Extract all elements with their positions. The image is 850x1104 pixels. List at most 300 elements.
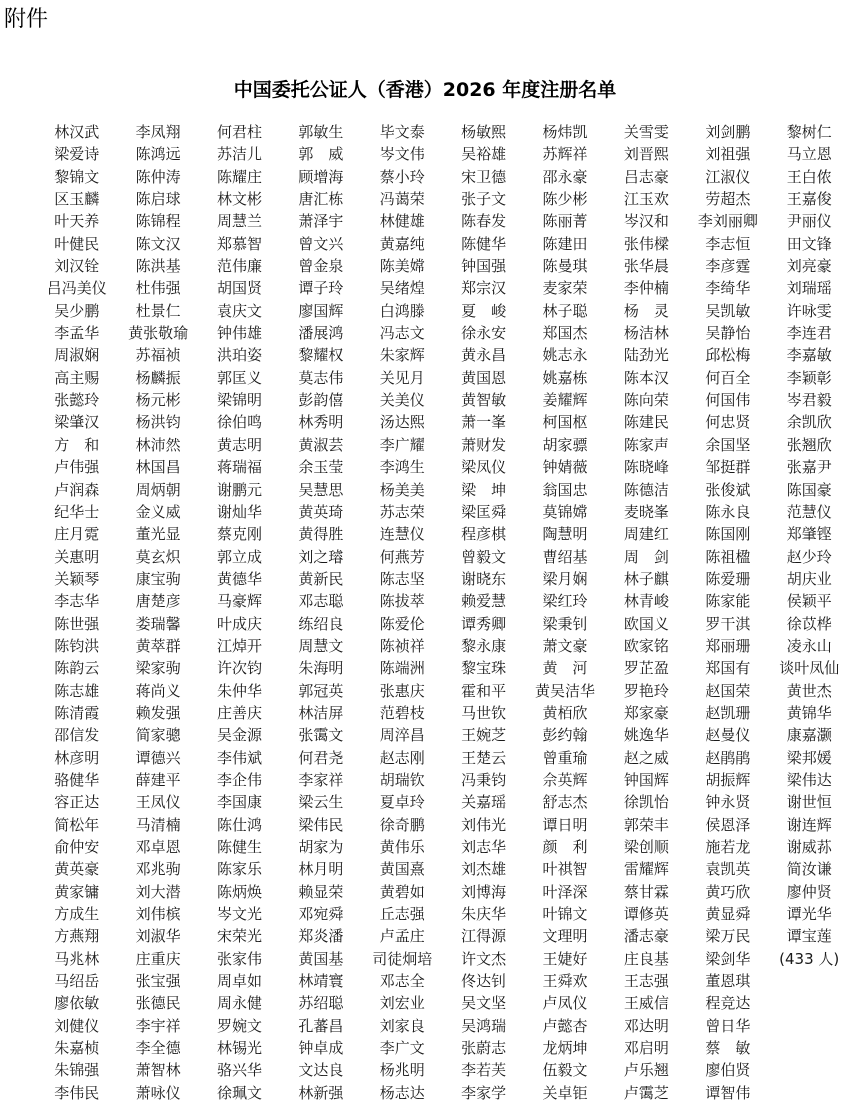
name-entry: 黄巧欣 — [705, 882, 751, 901]
name-entry: 陈仲涛 — [135, 167, 181, 186]
name-entry: 江焯开 — [216, 636, 262, 655]
name-entry: 杨麟振 — [135, 368, 181, 387]
name-entry: 康嘉灏 — [786, 726, 832, 745]
name-entry: 杜景仁 — [135, 301, 181, 320]
name-entry: 张惠庆 — [379, 681, 425, 700]
name-entry: 雷耀辉 — [623, 860, 669, 879]
name-entry: 谭修英 — [623, 905, 669, 924]
name-entry: 董恩琪 — [705, 972, 751, 991]
name-list-grid — [36, 121, 850, 1104]
name-entry: 范碧枝 — [379, 703, 425, 722]
name-entry: 胡振辉 — [705, 770, 751, 789]
name-entry: 朱仲华 — [216, 681, 262, 700]
name-entry: 黄嘉纯 — [379, 234, 425, 253]
name-entry: 钟国强 — [461, 257, 507, 276]
name-entry: 廖依敏 — [54, 994, 100, 1013]
name-entry: 陈美嫦 — [379, 257, 425, 276]
page-title: 中国委托公证人（香港）2026 年度注册名单 — [233, 79, 617, 101]
name-entry: 翁国忠 — [542, 480, 588, 499]
name-entry: 郭敏生 — [298, 123, 344, 141]
name-entry: 江得源 — [461, 927, 507, 946]
name-entry: 萧智林 — [135, 1061, 181, 1080]
name-entry: 舒志杰 — [542, 793, 588, 812]
name-entry: 曾重瑜 — [542, 748, 588, 767]
name-entry: 黄萃群 — [135, 636, 181, 655]
name-entry: 黄得胜 — [298, 525, 344, 544]
name-entry: 钟国辉 — [623, 770, 669, 789]
name-entry: 董光显 — [135, 525, 181, 544]
name-entry: 尹丽仪 — [786, 212, 832, 231]
name-entry: 邵永豪 — [542, 167, 588, 186]
name-entry: 王舜欢 — [542, 972, 588, 991]
name-entry: 钟永贤 — [705, 793, 751, 812]
name-entry: 谢灿华 — [216, 502, 262, 521]
name-entry: 梁锦明 — [216, 391, 262, 410]
name-entry: 夏 峻 — [461, 301, 507, 320]
name-entry: 佘英辉 — [542, 770, 588, 789]
name-entry: 简家骢 — [135, 726, 181, 745]
name-entry: 刘健仪 — [54, 1016, 100, 1035]
name-entry: 吴绪煌 — [379, 279, 425, 298]
name-entry: 张德民 — [135, 994, 181, 1013]
name-entry: 毕文泰 — [379, 123, 425, 141]
name-entry: 陈端洲 — [379, 659, 425, 678]
name-entry: 郑炎潘 — [298, 927, 344, 946]
name-entry: 彭韵僖 — [298, 391, 344, 410]
name-entry: 陈国刚 — [705, 525, 751, 544]
name-entry: 梁月娴 — [542, 569, 588, 588]
name-entry: 徐凯怡 — [623, 793, 669, 812]
name-entry: 叶泽深 — [542, 882, 588, 901]
name-entry: 周淑娴 — [54, 346, 100, 365]
name-entry: 梁伟民 — [298, 815, 344, 834]
name-entry: 卢凤仪 — [542, 994, 588, 1013]
name-entry: 黄栢欣 — [542, 703, 588, 722]
name-entry: 刘瑞瑶 — [786, 279, 832, 298]
name-entry: 郑家豪 — [623, 703, 669, 722]
name-entry: 范慧仪 — [786, 502, 832, 521]
name-entry: 何君尧 — [298, 748, 344, 767]
name-entry: 曾毅文 — [461, 547, 507, 566]
name-entry: 张子文 — [461, 190, 507, 209]
name-entry: 吴金源 — [216, 726, 262, 745]
name-entry: 李志恒 — [705, 234, 751, 253]
name-entry: 梁肇汉 — [54, 413, 100, 432]
name-entry: 陈向荣 — [623, 391, 669, 410]
name-entry: 文达良 — [298, 1061, 344, 1080]
name-entry: 李国康 — [216, 793, 262, 812]
name-entry: 徐永安 — [461, 324, 507, 343]
name-entry: 王白侬 — [786, 167, 832, 186]
name-entry: 张霭文 — [298, 726, 344, 745]
name-entry: 李刘丽卿 — [697, 212, 758, 231]
name-entry: 颜 利 — [542, 838, 588, 856]
name-entry: 陈晓峰 — [623, 458, 669, 477]
name-entry: 赵曼仪 — [705, 726, 751, 745]
name-entry: 杨志达 — [379, 1083, 425, 1102]
name-entry: 何燕芳 — [379, 547, 425, 566]
name-entry: 谢威荪 — [786, 838, 832, 856]
name-entry: 陈钧洪 — [54, 636, 100, 655]
name-entry: 姚嘉栋 — [542, 368, 588, 387]
name-entry: 邓志聪 — [298, 592, 344, 611]
name-entry: 陈文汉 — [135, 234, 181, 253]
name-entry: 周淬昌 — [379, 726, 425, 745]
name-entry: 黎锦文 — [54, 167, 100, 186]
name-entry: 吴少鹏 — [54, 301, 100, 320]
name-entry: 张翘欣 — [786, 435, 832, 454]
name-entry: 陈少彬 — [542, 190, 588, 209]
name-entry: 范伟廉 — [216, 257, 262, 276]
name-entry: 赵志刚 — [379, 748, 425, 767]
name-entry: 欧家铭 — [623, 636, 669, 655]
name-entry: 陈炳焕 — [216, 882, 262, 901]
name-entry: 何国伟 — [705, 391, 751, 410]
name-entry: 冯秉钧 — [461, 770, 507, 789]
name-entry: 骆健华 — [54, 770, 100, 789]
name-entry: 宋卫德 — [461, 167, 507, 186]
name-entry: 简松年 — [54, 815, 100, 834]
name-entry: 方成生 — [54, 905, 100, 924]
name-entry: 张蔚志 — [461, 1039, 507, 1058]
name-entry: 梁红玲 — [542, 592, 588, 611]
name-entry: 张家伟 — [216, 949, 262, 968]
name-entry: 钟婧薇 — [542, 458, 588, 477]
name-entry: 蔡 敏 — [705, 1039, 751, 1058]
name-entry: 陈祖楹 — [705, 547, 751, 566]
name-entry: 顾增海 — [298, 167, 344, 186]
name-entry: 黄碧如 — [379, 882, 425, 901]
name-entry: 黄 河 — [542, 659, 588, 678]
name-entry: 卢霭芝 — [623, 1083, 669, 1102]
name-entry: 胡家骠 — [542, 435, 588, 454]
name-entry: 马立恩 — [786, 145, 832, 164]
name-entry: 廖伯贤 — [705, 1061, 751, 1080]
name-entry: 杜伟强 — [135, 279, 181, 298]
name-entry: 黄国基 — [298, 949, 344, 968]
name-entry: 庄善庆 — [216, 703, 262, 722]
name-entry: 康宝驹 — [135, 569, 181, 588]
name-entry: 霍和平 — [461, 681, 507, 700]
name-entry: 许文杰 — [461, 949, 507, 968]
name-entry: 林锡光 — [216, 1039, 262, 1058]
name-entry: 欧国义 — [623, 614, 669, 633]
name-entry: 周慧兰 — [216, 212, 262, 231]
name-entry: 关见月 — [379, 368, 425, 387]
name-entry: 杨元彬 — [135, 391, 181, 410]
name-entry: 陈建民 — [623, 413, 669, 432]
name-entry: 周 剑 — [623, 547, 669, 566]
name-entry: 李孟华 — [54, 324, 100, 343]
name-entry: 梁剑华 — [705, 949, 751, 968]
name-entry: 林月明 — [298, 860, 344, 879]
name-entry: 萧一峯 — [461, 413, 507, 432]
name-entry: 郭冠英 — [298, 681, 344, 700]
name-entry: 余凯欣 — [786, 413, 832, 432]
name-entry: 徐珮文 — [216, 1083, 262, 1102]
name-entry: 林子聪 — [542, 301, 588, 320]
name-entry: 谭秀卿 — [461, 614, 507, 633]
name-entry: 关美仪 — [379, 391, 425, 410]
name-entry: 蒋瑞福 — [216, 458, 262, 477]
name-entry: 黎耀权 — [298, 346, 344, 365]
name-entry: 刘亮豪 — [786, 257, 832, 276]
name-entry: 李家祥 — [298, 770, 344, 789]
name-entry: 黎宝珠 — [461, 659, 507, 678]
name-entry: 许咏雯 — [786, 301, 832, 320]
name-entry: 关惠明 — [54, 547, 100, 566]
name-entry: 徐苡桦 — [786, 614, 832, 633]
name-entry: 叶锦文 — [542, 905, 588, 924]
name-entry: 谭日明 — [542, 815, 588, 834]
name-entry: 关卓钜 — [542, 1083, 588, 1102]
name-entry: 李凤翔 — [135, 123, 181, 141]
name-entry: 赖显荣 — [298, 882, 344, 901]
name-entry: 谢连辉 — [786, 815, 832, 834]
name-entry: 简汝谦 — [786, 860, 832, 879]
name-entry: 杨洁林 — [623, 324, 669, 343]
name-entry: 林青峻 — [623, 592, 669, 611]
name-entry: 谢鹏元 — [216, 480, 262, 499]
name-entry: 朱锦强 — [54, 1061, 100, 1080]
name-entry: 汤达熙 — [379, 413, 425, 432]
name-entry: 黄淑芸 — [298, 435, 344, 454]
name-entry: 陈家能 — [705, 592, 751, 611]
name-entry: 梁爱诗 — [54, 145, 100, 164]
name-entry: 刘杰雄 — [461, 860, 507, 879]
name-entry: 梁匡舜 — [461, 502, 507, 521]
name-entry: 郭立成 — [216, 547, 262, 566]
name-entry: 李广文 — [379, 1039, 425, 1058]
name-entry: 司徒炯培 — [372, 949, 433, 968]
name-entry: 白鸿滕 — [379, 301, 425, 320]
name-entry: 郑慕智 — [216, 234, 262, 253]
name-entry: 谢晓东 — [461, 569, 507, 588]
name-entry: 连慧仪 — [379, 525, 425, 544]
name-entry: 王楚云 — [461, 748, 507, 767]
name-entry: 陈仕鸿 — [216, 815, 262, 834]
name-entry: 邓达明 — [623, 1016, 669, 1035]
name-entry: 郑肇铿 — [786, 525, 832, 544]
name-entry: 刘伟光 — [461, 815, 507, 834]
name-entry: 杨洪钧 — [135, 413, 181, 432]
name-entry: 姚志永 — [542, 346, 588, 365]
name-entry: 唐楚彦 — [135, 592, 181, 611]
name-entry: 陈家乐 — [216, 860, 262, 879]
name-entry: 陈洪基 — [135, 257, 181, 276]
name-entry: 苏福祯 — [135, 346, 181, 365]
name-entry: 吴文坚 — [461, 994, 507, 1013]
name-entry: 关颖琴 — [54, 569, 100, 588]
name-entry: 陆劲光 — [623, 346, 669, 365]
name-entry: 卢孟庄 — [379, 927, 425, 946]
name-entry: 陈志雄 — [54, 681, 100, 700]
name-entry: 陈春发 — [461, 212, 507, 231]
name-entry: 刘剑鹏 — [705, 123, 751, 141]
name-entry: 胡国贤 — [216, 279, 262, 298]
name-entry: 赵国荣 — [705, 681, 751, 700]
name-entry: 张懿玲 — [54, 391, 100, 410]
name-entry: 吴慧思 — [298, 480, 344, 499]
name-entry: 叶成庆 — [216, 614, 262, 633]
name-entry: 佟达钊 — [461, 972, 507, 991]
name-entry: 莫玄炽 — [135, 547, 181, 566]
name-entry: 胡瑞钦 — [379, 770, 425, 789]
name-entry: 吴静怡 — [705, 324, 751, 343]
name-entry: 李颖彰 — [786, 368, 832, 387]
name-entry: 赵之威 — [623, 748, 669, 767]
name-entry: 周炳朝 — [135, 480, 181, 499]
name-entry: 潘志豪 — [623, 927, 669, 946]
name-entry: 杨美美 — [379, 480, 425, 499]
name-entry: 程彦棋 — [461, 525, 507, 544]
name-entry: 俞仲安 — [54, 838, 100, 856]
name-entry: 李若芙 — [461, 1061, 507, 1080]
name-entry: 赵凯珊 — [705, 703, 751, 722]
name-entry: 张嘉尹 — [786, 458, 832, 477]
name-entry: 郭 威 — [298, 145, 344, 164]
name-entry: 方燕翔 — [54, 927, 100, 946]
name-entry: 黄智敏 — [461, 391, 507, 410]
name-entry: 赖发强 — [135, 703, 181, 722]
name-entry: 梁伟达 — [786, 770, 832, 789]
name-entry: 赵少玲 — [786, 547, 832, 566]
name-entry: 陈祯祥 — [379, 636, 425, 655]
name-entry: 袁庆文 — [216, 301, 262, 320]
name-entry: 孔蕃昌 — [298, 1016, 344, 1035]
empty-cell — [769, 970, 850, 992]
name-entry: 黄伟乐 — [379, 838, 425, 856]
name-entry: 何忠贤 — [705, 413, 751, 432]
name-entry: 陈启球 — [135, 190, 181, 209]
name-entry: 陈丽菁 — [542, 212, 588, 231]
name-entry: 纪华士 — [54, 502, 100, 521]
name-entry: 梁万民 — [705, 927, 751, 946]
name-entry: 张华晨 — [623, 257, 669, 276]
name-entry: 赖爱慧 — [461, 592, 507, 611]
name-entry: 陈爱珊 — [705, 569, 751, 588]
name-entry: 邓卓恩 — [135, 838, 181, 856]
name-entry: 侯恩泽 — [705, 815, 751, 834]
name-entry: 田文锋 — [786, 234, 832, 253]
name-entry: 邱松梅 — [705, 346, 751, 365]
name-entry: 程竞达 — [705, 994, 751, 1013]
name-entry: 刘祖强 — [705, 145, 751, 164]
name-entry: 庄重庆 — [135, 949, 181, 968]
name-entry: 钟伟雄 — [216, 324, 262, 343]
name-entry: 苏志荣 — [379, 502, 425, 521]
name-entry: 朱嘉桢 — [54, 1039, 100, 1058]
name-entry: 邵信发 — [54, 726, 100, 745]
name-entry: 彭约翰 — [542, 726, 588, 745]
name-entry: 刘宏业 — [379, 994, 425, 1013]
name-entry: 凌永山 — [786, 636, 832, 655]
name-entry: 陈世强 — [54, 614, 100, 633]
name-entry: 郭荣丰 — [623, 815, 669, 834]
name-entry: 刘淑华 — [135, 927, 181, 946]
name-entry: 郭匡义 — [216, 368, 262, 387]
name-entry: 刘博海 — [461, 882, 507, 901]
name-entry: 梁凤仪 — [461, 458, 507, 477]
name-entry: 周卓如 — [216, 972, 262, 991]
name-entry: 黄永昌 — [461, 346, 507, 365]
name-entry: 邓兆驹 — [135, 860, 181, 879]
name-entry: 陈健生 — [216, 838, 262, 856]
name-entry: 刘汉铨 — [54, 257, 100, 276]
name-entry: 李连君 — [786, 324, 832, 343]
name-entry: 黄国熹 — [379, 860, 425, 879]
name-entry: 吕冯美仪 — [46, 279, 107, 298]
name-entry: 陈韵云 — [54, 659, 100, 678]
name-entry: 黄英豪 — [54, 860, 100, 879]
name-entry: 侯颖平 — [786, 592, 832, 611]
name-entry: 娄瑞馨 — [135, 614, 181, 633]
name-entry: 蒋尚义 — [135, 681, 181, 700]
name-entry: 萧咏仪 — [135, 1083, 181, 1102]
name-entry: 周慧文 — [298, 636, 344, 655]
name-entry: 梁家驹 — [135, 659, 181, 678]
name-entry: 陈清霞 — [54, 703, 100, 722]
name-entry: 廖仲贤 — [786, 882, 832, 901]
name-entry: 马豪辉 — [216, 592, 262, 611]
name-entry: 许次钧 — [216, 659, 262, 678]
name-entry: 林彦明 — [54, 748, 100, 767]
name-entry: 陈锦程 — [135, 212, 181, 231]
name-entry: 庄良基 — [623, 949, 669, 968]
name-entry: 薛建平 — [135, 770, 181, 789]
name-entry: 苏洁儿 — [216, 145, 262, 164]
name-entry: 林新强 — [298, 1083, 344, 1102]
name-entry: 吴鸿瑞 — [461, 1016, 507, 1035]
name-entry: 谭智伟 — [705, 1083, 751, 1102]
name-entry: 黄张敬瑜 — [128, 324, 189, 343]
name-entry: 岑汉和 — [623, 212, 669, 231]
name-entry: 黄国恩 — [461, 368, 507, 387]
name-entry: 王凤仪 — [135, 793, 181, 812]
name-entry: 陈德洁 — [623, 480, 669, 499]
name-entry: 容正达 — [54, 793, 100, 812]
name-entry: 胡庆业 — [786, 569, 832, 588]
name-entry: 金义威 — [135, 502, 181, 521]
name-entry: 郑宗汉 — [461, 279, 507, 298]
name-entry: 谈叶凤仙 — [779, 659, 840, 678]
name-entry: 周永健 — [216, 994, 262, 1013]
name-entry: 江淑仪 — [705, 167, 751, 186]
name-entry: 陈耀庄 — [216, 167, 262, 186]
name-entry: 麦晓峯 — [623, 502, 669, 521]
name-entry: 庄月霓 — [54, 525, 100, 544]
name-entry: 陈志坚 — [379, 569, 425, 588]
name-entry: 梁创顺 — [623, 838, 669, 856]
name-entry: 卢乐翘 — [623, 1061, 669, 1080]
name-entry: 曹绍基 — [542, 547, 588, 566]
name-entry: 谭子玲 — [298, 279, 344, 298]
name-entry: 蔡小玲 — [379, 167, 425, 186]
name-entry: 洪珀姿 — [216, 346, 262, 365]
name-entry: 吴裕雄 — [461, 145, 507, 164]
name-entry: 马清楠 — [135, 815, 181, 834]
name-entry: 马世钦 — [461, 703, 507, 722]
name-entry: 林沛然 — [135, 435, 181, 454]
name-entry: 梁云生 — [298, 793, 344, 812]
name-entry: 王威信 — [623, 994, 669, 1013]
name-entry: 李家学 — [461, 1083, 507, 1102]
attachment-label: 附件 — [4, 7, 49, 32]
name-entry: 叶健民 — [54, 234, 100, 253]
name-entry: 陈拔萃 — [379, 592, 425, 611]
name-entry: 苏辉祥 — [542, 145, 588, 164]
name-entry: 文理明 — [542, 927, 588, 946]
